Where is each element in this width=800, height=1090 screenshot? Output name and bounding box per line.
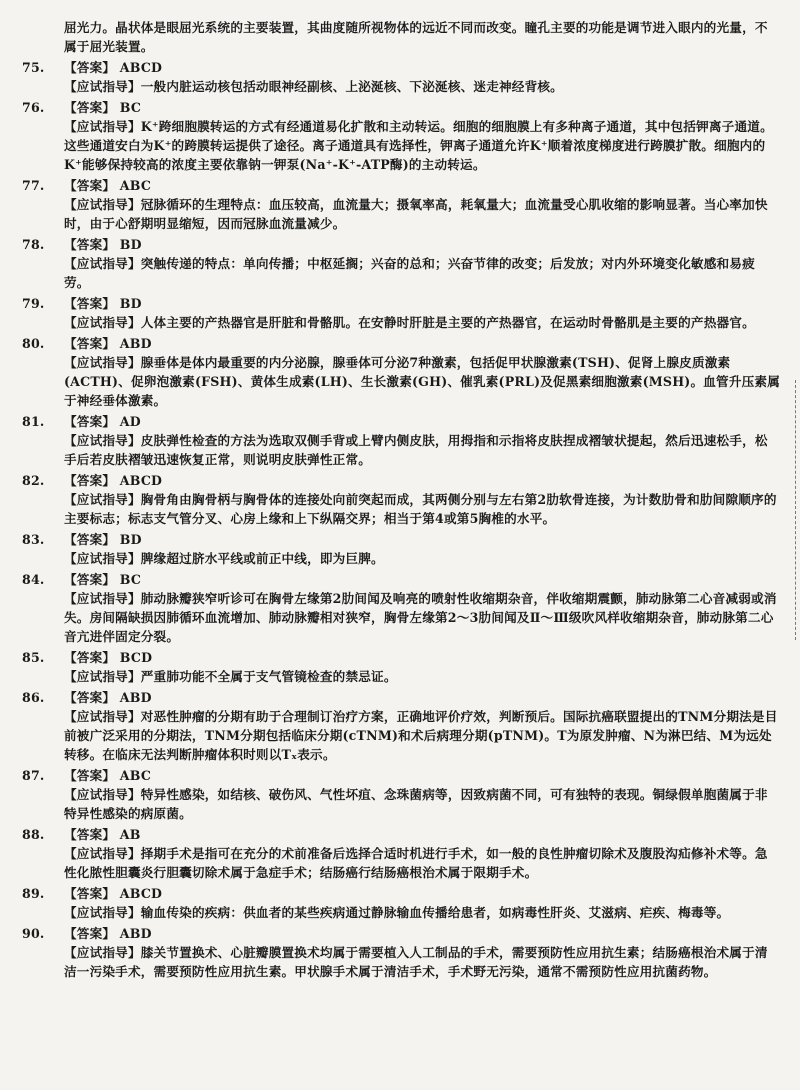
page-fold-line [795,380,796,640]
guide-text: 皮肤弹性检查的方法为选取双侧手背或上臂内侧皮肤，用拇指和示指将皮肤捏成褶皱状提起，然后迅速松手，松手后若皮肤褶皱迅速恢复正常，则说明皮肤弹性正常。 [64,433,768,467]
guide-paragraph [64,117,780,174]
answer-tag: 【答案】 [64,690,116,705]
answer-value: BC [119,100,142,115]
answer-item [22,570,780,646]
answer-line [22,766,780,785]
guide-text: K⁺跨细胞膜转运的方式有经通道易化扩散和主动转运。细胞的细胞膜上有多种离子通道，其中包括钾离子通道。这些通道安白为K⁺的跨膜转运提供了途径。离子通道具有选择性，钾离子通道允许K⁺顺着浓度梯度进行跨膜扩散。细胞内的K⁺能够保持较高的浓度主要依靠钠一钾泵(Na⁺-K⁺-ATP酶)的主动转运。 [64,119,773,172]
answer-line [22,58,780,77]
guide-text: 胸骨角由胸骨柄与胸骨体的连接处向前突起而成，其两侧分别与左右第2肋软骨连接，为计数肋骨和肋间隙顺序的主要标志；标志支气管分叉、心房上缘和上下纵隔交界；相当于第4或第5胸椎的水平。 [64,492,777,526]
answer-item [22,176,780,233]
question-number: 83. [22,532,45,547]
guide-paragraph [64,844,780,882]
answer-line [22,825,780,844]
guide-tag: 【应试指导】 [64,119,141,134]
answer-tag: 【答案】 [64,926,116,941]
guide-text: 腺垂体是体内最重要的内分泌腺，腺垂体可分泌7种激素，包括促甲状腺激素(TSH)、促肾上腺皮质激素(ACTH)、促卵泡激素(FSH)、黄体生成素(LH)、生长激素(GH)、催乳素(PRL)及促黑素细胞激素(MSH)。血管升压素属于神经垂体激素。 [64,355,781,408]
guide-paragraph [64,490,780,528]
guide-text: 输血传染的疾病：供血者的某些疾病通过静脉输血传播给患者，如病毒性肝炎、艾滋病、疟疾、梅毒等。 [140,905,730,920]
guide-paragraph [64,313,780,332]
guide-tag: 【应试指导】 [64,905,141,920]
guide-paragraph [64,667,780,686]
answer-value: ABD [119,690,152,705]
answer-value: ABC [119,768,152,783]
answer-tag: 【答案】 [64,237,116,252]
answer-value: BD [119,532,142,547]
answer-tag: 【答案】 [64,296,116,311]
answer-value: BC [119,572,142,587]
question-number: 80. [22,336,45,351]
answer-value: AD [119,414,141,429]
answer-tag: 【答案】 [64,336,116,351]
guide-text: 脾缘超过脐水平线或前正中线，即为巨脾。 [140,551,384,566]
answer-item [22,924,780,981]
answer-value: ABD [119,926,152,941]
guide-text: 特异性感染，如结核、破伤风、气性坏疽、念珠菌病等，因致病菌不同，可有独特的表现。铜绿假单胞菌属于非特异性感染的病原菌。 [64,787,768,821]
answer-value: ABCD [119,473,163,488]
question-number: 89. [22,886,45,901]
guide-paragraph [64,353,780,410]
answer-line [22,570,780,589]
guide-paragraph [64,77,780,96]
guide-tag: 【应试指导】 [64,591,141,606]
question-number: 75. [22,60,45,75]
guide-paragraph [64,195,780,233]
question-number: 79. [22,296,45,311]
guide-paragraph [64,943,780,981]
guide-tag: 【应试指导】 [64,551,141,566]
answer-line [22,176,780,195]
answer-list [22,58,780,981]
guide-tag: 【应试指导】 [64,787,141,802]
answer-tag: 【答案】 [64,100,116,115]
answer-line [22,530,780,549]
answer-tag: 【答案】 [64,473,116,488]
answer-value: ABC [119,178,152,193]
guide-tag: 【应试指导】 [64,433,141,448]
answer-value: ABD [119,336,152,351]
guide-text: 突触传递的特点：单向传播；中枢延搁；兴奋的总和；兴奋节律的改变；后发放；对内外环境变化敏感和易疲劳。 [64,256,755,290]
question-number: 78. [22,237,45,252]
answer-item [22,98,780,174]
question-number: 84. [22,572,45,587]
answer-line [22,235,780,254]
answer-line [22,648,780,667]
question-number: 88. [22,827,45,842]
answer-tag: 【答案】 [64,178,116,193]
answer-item [22,294,780,332]
guide-paragraph [64,903,780,922]
answer-tag: 【答案】 [64,886,116,901]
answer-item [22,766,780,823]
guide-text: 一般内脏运动核包括动眼神经副核、上泌涎核、下泌涎核、迷走神经背核。 [140,79,563,94]
guide-text: 对恶性肿瘤的分期有助于合理制订治疗方案，正确地评价疗效，判断预后。国际抗癌联盟提出的TNM分期法是目前被广泛采用的分期法，TNM分期包括临床分期(cTNM)和术后病理分期(pTNM)。T为原发肿瘤、N为淋巴结、M为远处转移。在临床无法判断肿瘤体积时则以Tₓ表示。 [64,709,778,762]
guide-paragraph [64,431,780,469]
question-number: 82. [22,473,45,488]
guide-text: 膝关节置换术、心脏瓣膜置换术均属于需要植入人工制品的手术，需要预防性应用抗生素；结肠癌根治术属于清洁一污染手术，需要预防性应用抗生素。甲状腺手术属于清洁手术，手术野无污染，通常不需预防性应用抗菌药物。 [64,945,768,979]
guide-text: 冠脉循环的生理特点：血压较高，血流量大；摄氧率高，耗氧量大；血流量受心肌收缩的影响显著。当心率加快时，由于心舒期明显缩短，因而冠脉血流量减少。 [64,197,768,231]
question-number: 81. [22,414,45,429]
guide-text: 严重肺功能不全属于支气管镜检查的禁忌证。 [140,669,397,684]
guide-tag: 【应试指导】 [64,669,141,684]
answer-line [22,98,780,117]
answer-page [22,18,780,983]
question-number: 76. [22,100,45,115]
answer-tag: 【答案】 [64,532,116,547]
answer-item [22,688,780,764]
question-number: 86. [22,690,45,705]
guide-paragraph [64,549,780,568]
guide-tag: 【应试指导】 [64,256,141,271]
answer-item [22,530,780,568]
answer-value: ABCD [119,886,163,901]
question-number: 90. [22,926,45,941]
guide-tag: 【应试指导】 [64,79,141,94]
question-number: 85. [22,650,45,665]
guide-paragraph [64,589,780,646]
answer-line [22,334,780,353]
guide-tag: 【应试指导】 [64,846,141,861]
answer-line [22,884,780,903]
answer-line [22,688,780,707]
answer-tag: 【答案】 [64,414,116,429]
answer-item [22,825,780,882]
answer-item [22,471,780,528]
answer-tag: 【答案】 [64,650,116,665]
answer-value: BCD [119,650,153,665]
guide-text: 择期手术是指可在充分的术前准备后选择合适时机进行手术，如一般的良性肿瘤切除术及腹股沟疝修补术等。急性化脓性胆囊炎行胆囊切除术属于急症手术；结肠癌行结肠癌根治术属于限期手术。 [64,846,768,880]
guide-text: 人体主要的产热器官是肝脏和骨骼肌。在安静时肝脏是主要的产热器官，在运动时骨骼肌是主要的产热器官。 [140,315,755,330]
guide-tag: 【应试指导】 [64,492,141,507]
answer-item [22,58,780,96]
answer-line [22,924,780,943]
answer-value: BD [119,296,142,311]
answer-item [22,235,780,292]
guide-tag: 【应试指导】 [64,709,141,724]
answer-item [22,648,780,686]
answer-tag: 【答案】 [64,768,116,783]
answer-line [22,294,780,313]
guide-paragraph [64,785,780,823]
guide-paragraph [64,254,780,292]
guide-tag: 【应试指导】 [64,315,141,330]
answer-item [22,412,780,469]
answer-line [22,471,780,490]
answer-item [22,884,780,922]
answer-line [22,412,780,431]
question-number: 77. [22,178,45,193]
answer-value: ABCD [119,60,163,75]
answer-tag: 【答案】 [64,572,116,587]
guide-paragraph [64,707,780,764]
answer-tag: 【答案】 [64,60,116,75]
answer-tag: 【答案】 [64,827,116,842]
guide-tag: 【应试指导】 [64,945,141,960]
intro-paragraph: 屈光力。晶状体是眼屈光系统的主要装置，其曲度随所视物体的远近不同而改变。瞳孔主要的功能是调节进入眼内的光量，不属于屈光装置。 [64,20,768,54]
guide-tag: 【应试指导】 [64,197,141,212]
guide-tag: 【应试指导】 [64,355,141,370]
answer-value: BD [119,237,142,252]
question-number: 87. [22,768,45,783]
answer-item [22,334,780,410]
guide-text: 肺动脉瓣狭窄听诊可在胸骨左缘第2肋间闻及响亮的喷射性收缩期杂音，伴收缩期震颤，肺动脉第二心音减弱或消失。房间隔缺损因肺循环血流增加、肺动脉瓣相对狭窄，胸骨左缘第2～3肋间闻及Ⅱ～Ⅲ级吹风样收缩期杂音，肺动脉第二心音亢进伴固定分裂。 [64,591,777,644]
answer-value: AB [119,827,141,842]
